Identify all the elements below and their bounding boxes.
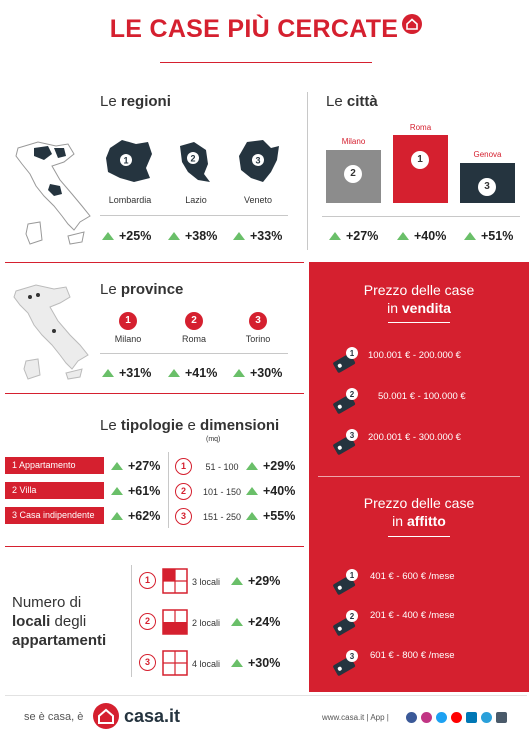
locali-rank-3: 3: [139, 654, 156, 671]
province-heading: [100, 281, 183, 298]
price-tag-icon: [328, 608, 360, 640]
locali-pct-1-value: +29%: [248, 574, 281, 588]
region-pct-3-value: +33%: [250, 229, 283, 243]
province-pct-2: [168, 366, 217, 380]
type-pct-2-value: +61%: [128, 484, 161, 498]
up-arrow-icon: [231, 618, 243, 626]
up-arrow-icon: [233, 232, 245, 240]
up-arrow-icon: [168, 232, 180, 240]
locali-pct-1: [231, 574, 280, 588]
city-name-1: Milano: [341, 137, 366, 146]
citta-heading: [326, 93, 378, 110]
floorplan-2-rooms-icon: [162, 609, 188, 635]
panel-divider: [318, 476, 520, 477]
province-rank-1: 1: [119, 312, 137, 330]
region-pct-1-value: +25%: [119, 229, 152, 243]
vendita-heading-bold: vendita: [401, 300, 451, 316]
locali-label-2: 2 locali: [192, 618, 221, 628]
footer-brand[interactable]: casa.it: [124, 706, 181, 726]
locali-heading-bold: locali: [12, 613, 51, 630]
price-tag-icon: [328, 386, 360, 418]
linkedin-icon[interactable]: [466, 712, 477, 723]
affitto-heading-bold: affitto: [406, 513, 446, 529]
twitter-icon[interactable]: [436, 712, 447, 723]
tipologie-heading: [100, 417, 279, 434]
city-pct-2-value: +40%: [414, 229, 447, 243]
size-pct-2: [246, 484, 295, 498]
up-arrow-icon: [233, 369, 245, 377]
region-pct-2: [168, 229, 217, 243]
tipologie-heading-bold1: tipologie: [120, 417, 184, 434]
size-range-1: 51 - 100: [205, 462, 239, 472]
locali-rank-2: 2: [139, 613, 156, 630]
type-pct-1: [111, 459, 160, 473]
vendita-range-1: 100.001 € - 200.000 €: [368, 350, 461, 361]
locali-pct-2-value: +24%: [248, 615, 281, 629]
size-pct-2-value: +40%: [263, 484, 296, 498]
locali-rank-1: 1: [139, 572, 156, 589]
vendita-range-3: 200.001 € - 300.000 €: [368, 432, 461, 443]
type-pct-1-value: +27%: [128, 459, 161, 473]
up-arrow-icon: [111, 462, 123, 470]
price-tag-icon: [328, 427, 360, 459]
house-logo-icon: [402, 14, 422, 34]
city-pct-1-value: +27%: [346, 229, 379, 243]
vendita-heading-pre: in: [387, 300, 402, 316]
tipologie-heading-pre: Le: [100, 417, 121, 434]
affitto-rank-2: 2: [349, 612, 355, 621]
affitto-heading-line2: [309, 513, 529, 529]
up-arrow-icon: [246, 487, 258, 495]
locali-heading: [12, 593, 106, 650]
province-name-2: Roma: [181, 334, 206, 344]
regioni-heading-bold: regioni: [120, 93, 171, 110]
city-name-3: Genova: [473, 150, 502, 159]
locali-divider: [131, 565, 132, 677]
up-arrow-icon: [111, 487, 123, 495]
region-name-3: Veneto: [243, 195, 273, 205]
tipologie-unit: (mq): [206, 436, 221, 443]
locali-heading-rest: degli: [50, 613, 87, 630]
type-pct-2: [111, 484, 160, 498]
city-rank-1: 2: [344, 165, 362, 183]
locali-heading-bold2: appartamenti: [12, 632, 107, 649]
svg-text:2: 2: [190, 153, 196, 164]
affitto-rank-3: 3: [349, 652, 355, 661]
affitto-underline: [388, 536, 450, 537]
vendita-rank-3: 3: [349, 431, 355, 440]
city-rank-3: 3: [478, 178, 496, 196]
city-pct-3: [464, 229, 513, 243]
size-rank-3: 3: [175, 508, 192, 525]
floorplan-4-rooms-icon: [162, 650, 188, 676]
up-arrow-icon: [168, 369, 180, 377]
price-tag-icon: [328, 345, 360, 377]
citta-heading-pre: Le: [326, 93, 347, 110]
youtube-icon[interactable]: [451, 712, 462, 723]
city-pct-2: [397, 229, 446, 243]
veneto-shape-icon: [237, 138, 281, 184]
citta-divider: [322, 216, 520, 217]
page-title-text: LE CASE PIÙ CERCATE: [109, 15, 399, 43]
province-heading-pre: Le: [100, 281, 121, 298]
up-arrow-icon: [102, 369, 114, 377]
province-pct-1: [102, 366, 151, 380]
lazio-shape-icon: [176, 140, 212, 184]
type-tag-2: 2 Villa: [5, 482, 104, 499]
vendita-underline: [388, 322, 450, 323]
city-pct-3-value: +51%: [481, 229, 514, 243]
regioni-divider: [100, 215, 288, 216]
city-pct-1: [329, 229, 378, 243]
affitto-range-1: 401 € - 600 € /mese: [370, 571, 455, 582]
size-pct-3: [246, 509, 295, 523]
svg-text:3: 3: [255, 155, 261, 166]
vendita-rank-1: 1: [349, 349, 355, 358]
title-divider: [160, 62, 372, 63]
tipologie-heading-bold2: dimensioni: [200, 417, 280, 434]
social-icons: [406, 712, 507, 723]
size-range-2: 101 - 150: [202, 487, 242, 497]
footer-links[interactable]: www.casa.it | App |: [322, 713, 389, 722]
size-range-3: 151 - 250: [202, 512, 242, 522]
section-divider-3: [5, 546, 304, 547]
type-pct-3: [111, 509, 160, 523]
up-arrow-icon: [231, 577, 243, 585]
section-divider-2: [5, 393, 304, 394]
locali-pct-3-value: +30%: [248, 656, 281, 670]
up-arrow-icon: [397, 232, 409, 240]
province-pct-1-value: +31%: [119, 366, 152, 380]
affitto-range-3: 601 € - 800 € /mese: [370, 650, 455, 661]
affitto-rank-1: 1: [349, 571, 355, 580]
section-divider-1: [5, 262, 304, 263]
price-tag-icon: [328, 648, 360, 680]
vendita-rank-2: 2: [349, 390, 355, 399]
up-arrow-icon: [246, 462, 258, 470]
city-name-2: Roma: [409, 123, 432, 132]
column-divider: [307, 92, 308, 250]
citta-heading-bold: città: [346, 93, 378, 110]
size-pct-1: [246, 459, 295, 473]
type-pct-3-value: +62%: [128, 509, 161, 523]
region-pct-1: [102, 229, 151, 243]
locali-pct-3: [231, 656, 280, 670]
region-name-1: Lombardia: [108, 195, 152, 205]
locali-heading-line3: [12, 631, 106, 650]
up-arrow-icon: [102, 232, 114, 240]
page-title: [0, 14, 532, 44]
province-heading-bold: province: [120, 281, 184, 298]
regioni-heading: [100, 93, 171, 110]
vendita-heading-line1: Prezzo delle case: [363, 282, 475, 298]
footer-divider: [5, 695, 527, 696]
affitto-heading-pre: in: [392, 513, 407, 529]
affitto-heading-line1: Prezzo delle case: [363, 495, 475, 511]
region-pct-3: [233, 229, 282, 243]
up-arrow-icon: [329, 232, 341, 240]
facebook-icon[interactable]: [406, 712, 417, 723]
province-divider: [100, 353, 288, 354]
lombardia-shape-icon: [104, 138, 154, 184]
up-arrow-icon: [111, 512, 123, 520]
locali-label-3: 4 locali: [192, 659, 221, 669]
app-store-icon[interactable]: [496, 712, 507, 723]
tipologie-heading-mid: e: [183, 417, 201, 434]
svg-text:1: 1: [123, 155, 129, 166]
italy-map-province-icon: [8, 283, 94, 381]
price-tag-icon: [328, 567, 360, 599]
casa-logo-icon: [92, 702, 120, 730]
locali-label-1: 3 locali: [192, 577, 221, 587]
size-pct-3-value: +55%: [263, 509, 296, 523]
locali-pct-2: [231, 615, 280, 629]
region-name-2: Lazio: [185, 195, 207, 205]
province-name-1: Milano: [114, 334, 142, 344]
locali-heading-line1: Numero di: [12, 594, 82, 611]
up-arrow-icon: [464, 232, 476, 240]
city-podium-roma: [393, 135, 448, 203]
italy-map-regioni-icon: [8, 140, 94, 248]
up-arrow-icon: [231, 659, 243, 667]
city-rank-2: 1: [411, 151, 429, 169]
vendita-range-2: 50.001 € - 100.000 €: [378, 391, 466, 402]
province-pct-3: [233, 366, 282, 380]
city-podium-milano: [326, 150, 381, 203]
province-rank-3: 3: [249, 312, 267, 330]
type-tag-1: 1 Appartamento: [5, 457, 104, 474]
floorplan-3-rooms-icon: [162, 568, 188, 594]
province-pct-2-value: +41%: [185, 366, 218, 380]
city-podium-genova: [460, 163, 515, 203]
instagram-icon[interactable]: [421, 712, 432, 723]
size-rank-2: 2: [175, 483, 192, 500]
province-pct-3-value: +30%: [250, 366, 283, 380]
size-pct-1-value: +29%: [263, 459, 296, 473]
up-arrow-icon: [246, 512, 258, 520]
tipologie-divider: [168, 452, 169, 528]
region-pct-2-value: +38%: [185, 229, 218, 243]
province-name-3: Torino: [245, 334, 271, 344]
affitto-range-2: 201 € - 400 € /mese: [370, 610, 455, 621]
vendita-heading-line2: [309, 300, 529, 316]
locali-heading-line2: [12, 612, 106, 631]
province-rank-2: 2: [185, 312, 203, 330]
size-rank-1: 1: [175, 458, 192, 475]
telegram-icon[interactable]: [481, 712, 492, 723]
regioni-heading-pre: Le: [100, 93, 121, 110]
footer-slogan: se è casa, è: [24, 711, 84, 723]
type-tag-3: 3 Casa indipendente: [5, 507, 104, 524]
